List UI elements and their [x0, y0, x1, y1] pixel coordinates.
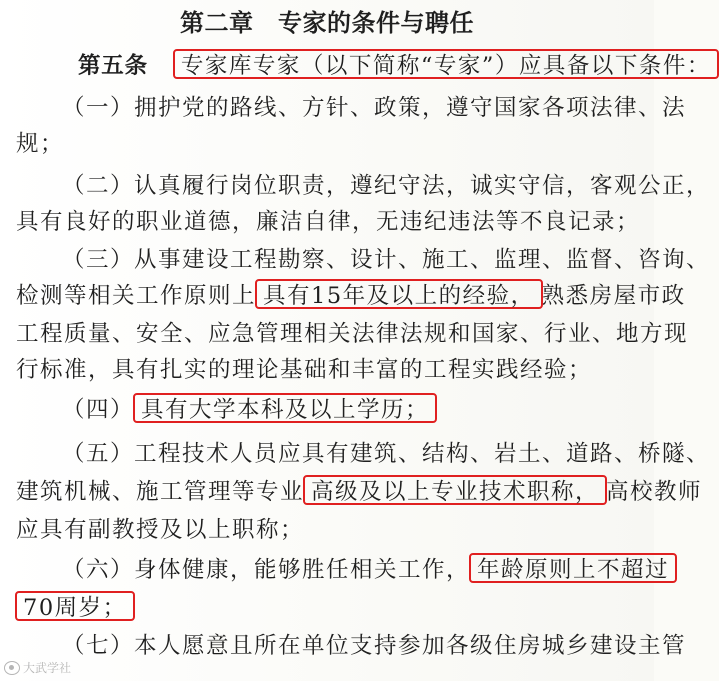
- experience-text: 具有15年及以上的经验，: [263, 283, 535, 309]
- item-6-line-1-pre: （六）身体健康，能够胜任相关工作，: [62, 557, 471, 583]
- watermark-logo-icon: [4, 661, 20, 675]
- item-5-line-2-post: 高校教师: [606, 479, 703, 505]
- item-1-line-2: 规；: [16, 131, 65, 157]
- item-5-line-2: [16, 474, 703, 510]
- title-qualification-text: 高级及以上专业技术职称，: [311, 479, 600, 505]
- item-7-line-1: （七）本人愿意且所在单位支持参加各级住房城乡建设主管: [62, 633, 687, 659]
- item-5-line-2-pre: 建筑机械、施工管理等专业: [16, 479, 305, 505]
- item-4-line-1: [62, 392, 642, 428]
- item-5-line-1: （五）工程技术人员应具有建筑、结构、岩土、道路、桥隧、: [62, 441, 711, 467]
- experience-highlight: [255, 279, 543, 309]
- age-text-part-2: 70周岁；: [23, 595, 127, 621]
- age-highlight-part-2: [15, 591, 135, 621]
- article-intro-highlight: [173, 49, 719, 79]
- item-1-line-1: （一）拥护党的路线、方针、政策，遵守国家各项法律、法: [62, 95, 687, 121]
- item-3-line-3: 工程质量、安全、应急管理相关法律法规和国家、行业、地方现: [16, 321, 689, 347]
- watermark: [4, 659, 71, 677]
- education-text: 具有大学本科及以上学历；: [141, 397, 430, 423]
- article-intro-text: 专家库专家（以下简称“专家”）应具备以下条件：: [180, 53, 711, 79]
- age-highlight-part-1: [469, 553, 677, 583]
- article-5-intro-line: [78, 48, 711, 84]
- item-2-line-1: （二）认真履行岗位职责，遵纪守法，诚实守信，客观公正，: [62, 173, 711, 199]
- item-2-line-2: 具有良好的职业道德，廉洁自律，无违纪违法等不良记录；: [16, 209, 641, 235]
- article-label: 第五条: [78, 53, 148, 79]
- chapter-title: 第二章 专家的条件与聘任: [180, 9, 474, 37]
- education-highlight: [133, 393, 437, 423]
- item-3-line-4: 行标准，具有扎实的理论基础和丰富的工程实践经验；: [16, 357, 593, 383]
- item-3-line-2: [16, 278, 686, 314]
- item-4-prefix: （四）: [62, 397, 135, 423]
- item-6-line-1: [62, 552, 670, 588]
- item-5-line-3: 应具有副教授及以上职称；: [16, 517, 305, 543]
- item-3-line-1: （三）从事建设工程勘察、设计、施工、监理、监督、咨询、: [62, 247, 711, 273]
- watermark-text: 大武学社: [23, 661, 72, 675]
- age-text-part-1: 年龄原则上不超过: [477, 557, 670, 583]
- title-qualification-highlight: [303, 475, 607, 505]
- item-3-line-2-pre: 检测等相关工作原则上: [16, 283, 257, 309]
- item-6-line-2: [16, 590, 642, 626]
- item-3-line-2-post: 熟悉房屋市政: [541, 283, 686, 309]
